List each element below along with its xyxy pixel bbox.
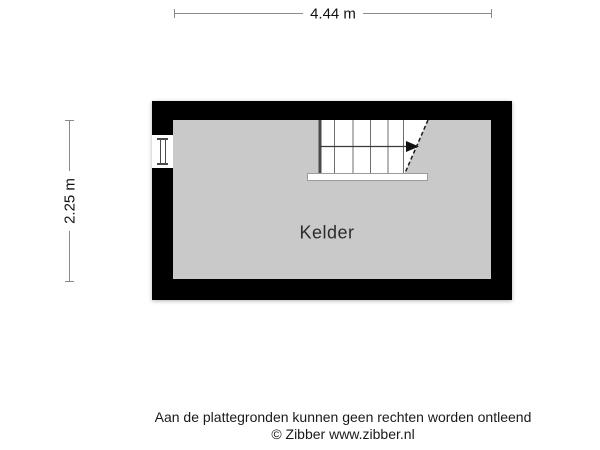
room-label: Kelder xyxy=(299,222,355,243)
staircase xyxy=(318,120,429,173)
dimension-tick-right xyxy=(491,9,492,18)
floorplan-walls xyxy=(152,101,512,300)
window-opening xyxy=(152,135,173,168)
footer xyxy=(155,409,532,443)
dimension-width xyxy=(174,5,492,22)
stair-landing xyxy=(307,173,428,181)
dimension-height xyxy=(62,120,78,282)
dimension-height-label: 2.25 m xyxy=(62,171,79,231)
copyright-text: © Zibber www.zibber.nl xyxy=(271,426,415,442)
disclaimer-text: Aan de plattegronden kunnen geen rechten worden ontleend xyxy=(154,409,532,425)
window-icon xyxy=(157,138,168,165)
dimension-tick-left xyxy=(174,9,175,18)
dimension-tick-bottom xyxy=(65,281,74,282)
room-floor xyxy=(173,120,491,279)
dimension-width-label: 4.44 m xyxy=(303,5,363,22)
dimension-tick-top xyxy=(65,120,74,121)
